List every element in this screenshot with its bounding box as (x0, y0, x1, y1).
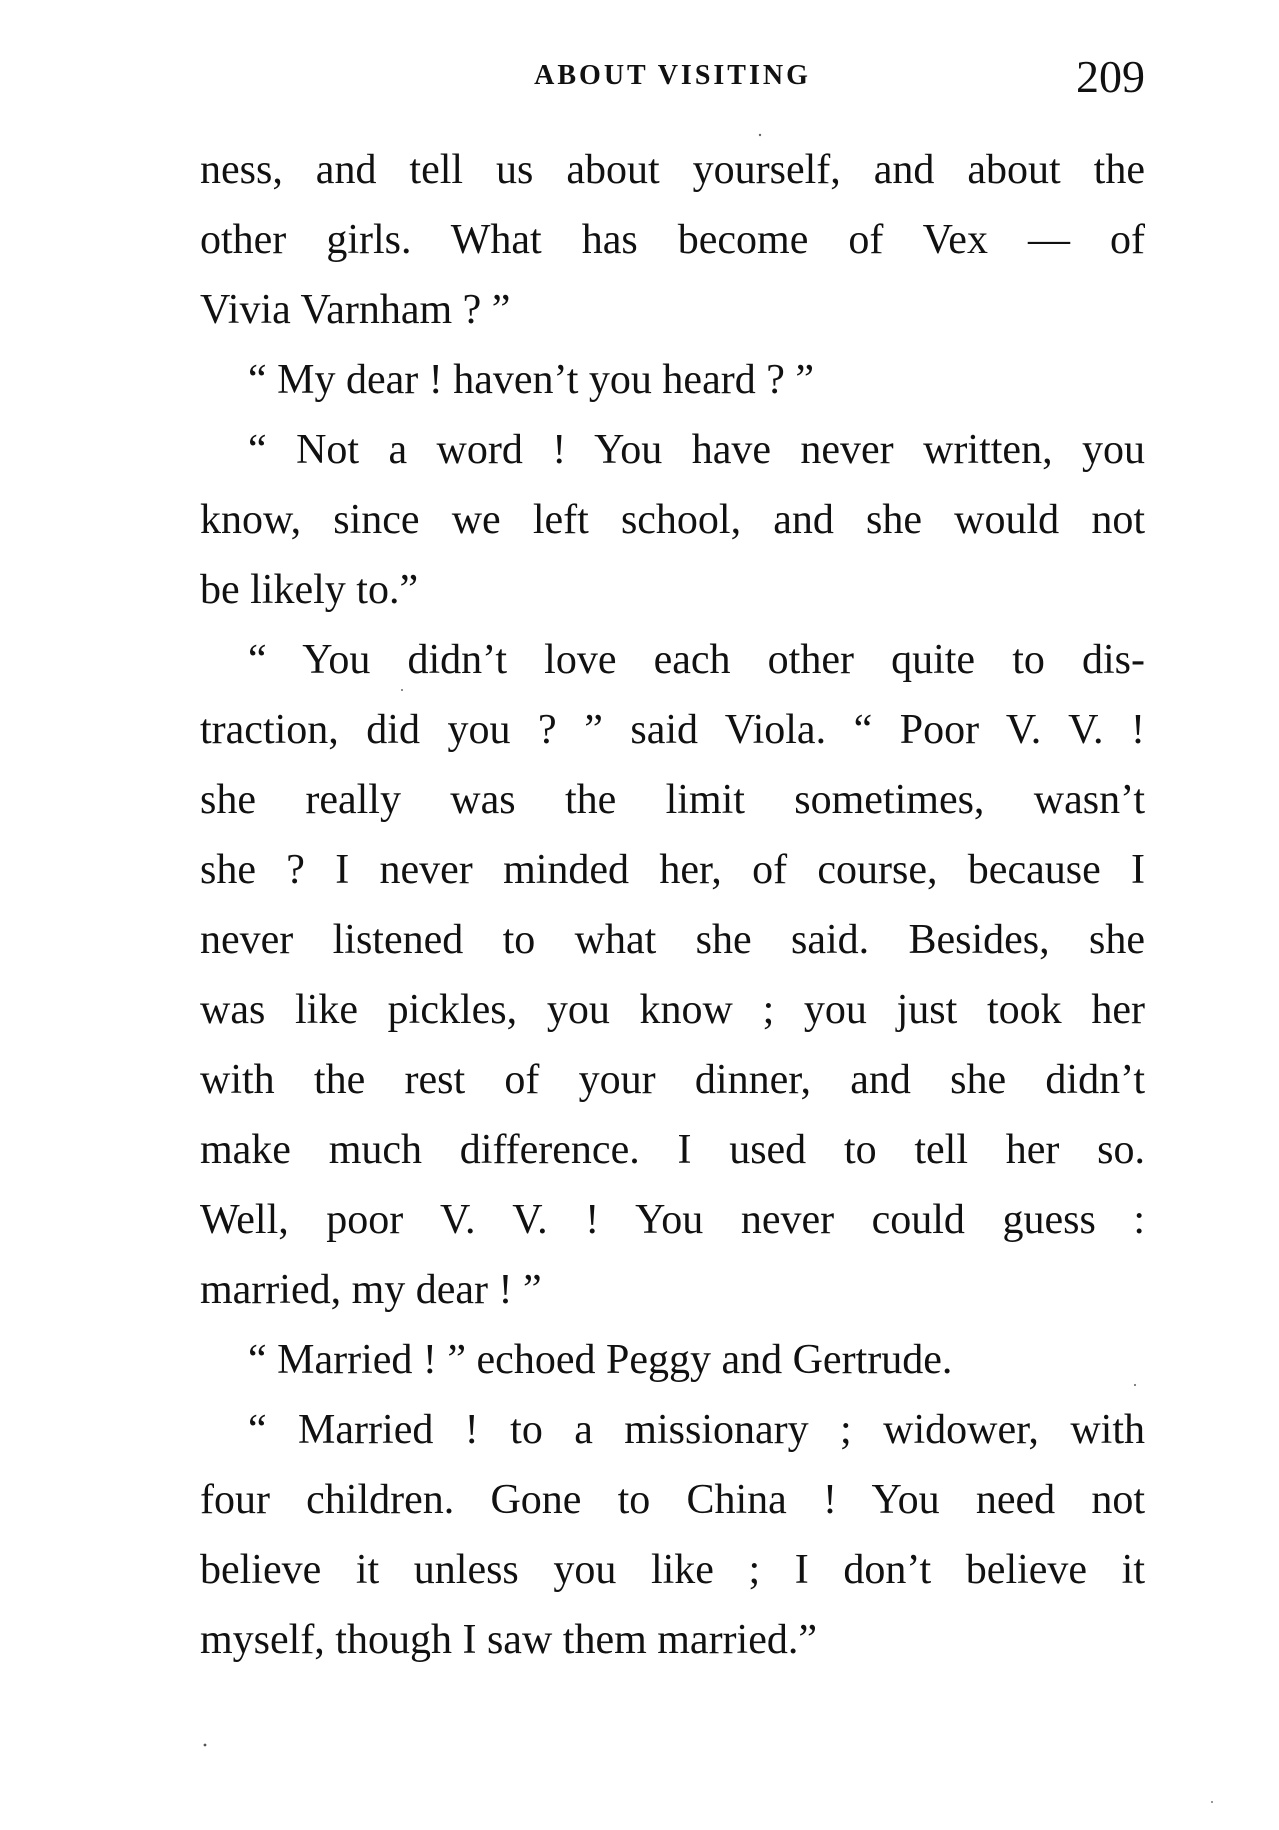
text-line: Vivia Varnham ? ” (200, 287, 511, 333)
text-line: “ My dear ! haven’t you heard ? ” (248, 357, 814, 403)
text-line: was like pickles, you know ; you just took her (200, 987, 1145, 1033)
text-line: traction, did you ? ” said Viola. “ Poor V. V. ! (200, 707, 1145, 753)
text-line: be likely to.” (200, 567, 419, 613)
text-line: myself, though I saw them married.” (200, 1617, 817, 1663)
page-number: 209 (1076, 51, 1145, 102)
text-line: “ You didn’t love each other quite to dis- (248, 637, 1145, 683)
text-line: Well, poor V. V. ! You never could guess : (200, 1197, 1145, 1243)
text-line: she really was the limit sometimes, wasn’t (200, 777, 1145, 823)
text-line: “ Not a word ! You have never written, you (248, 427, 1145, 473)
text-line: make much difference. I used to tell her so. (200, 1127, 1145, 1173)
text-line: know, since we left school, and she would not (200, 497, 1145, 543)
text-line: believe it unless you like ; I don’t believe it (200, 1547, 1145, 1593)
running-title: ABOUT VISITING (534, 60, 811, 91)
running-head (200, 52, 1145, 102)
text-line: other girls. What has become of Vex — of (200, 217, 1145, 263)
text-line: never listened to what she said. Besides, she (200, 917, 1145, 963)
text-line: married, my dear ! ” (200, 1267, 542, 1313)
body-text (200, 135, 1145, 1675)
text-line: “ Married ! ” echoed Peggy and Gertrude. (248, 1337, 953, 1383)
text-line: she ? I never minded her, of course, because I (200, 847, 1145, 893)
text-line: four children. Gone to China ! You need not (200, 1477, 1145, 1523)
text-line: “ Married ! to a missionary ; widower, with (248, 1407, 1145, 1453)
text-line: with the rest of your dinner, and she didn’t (200, 1057, 1145, 1103)
text-line: ness, and tell us about yourself, and about the (200, 147, 1145, 193)
